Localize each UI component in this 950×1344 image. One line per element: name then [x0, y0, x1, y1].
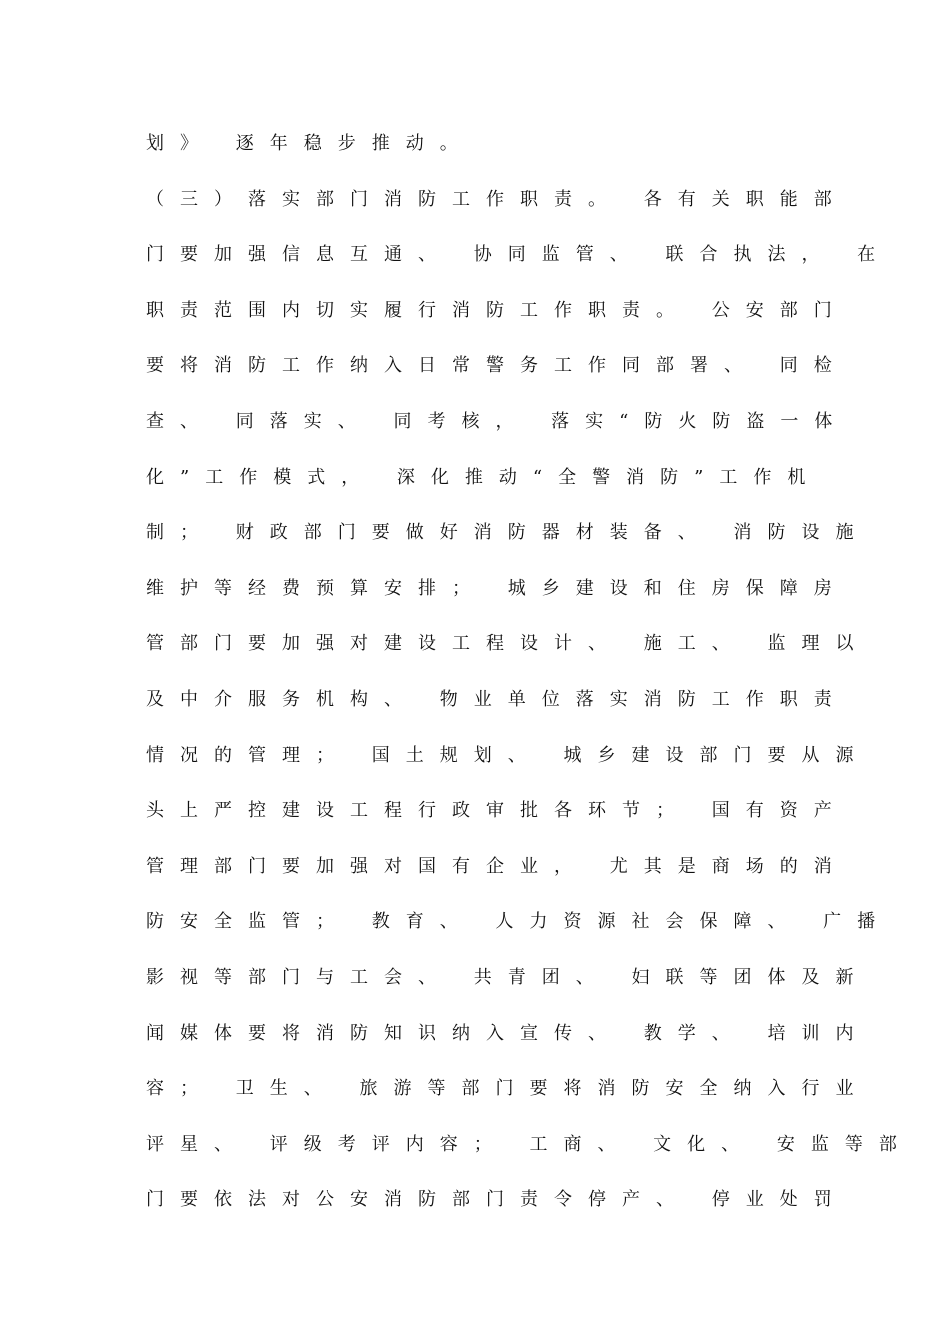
text-line: 制； 财政部门要做好消防器材装备、 消防设施: [146, 522, 870, 544]
text-line: 门要依法对公安消防部门责令停产、 停业处罚: [146, 1189, 848, 1211]
text-line: 评星、 评级考评内容； 工商、 文化、 安监等部: [146, 1133, 913, 1155]
text-line: 容； 卫生、 旅游等部门要将消防安全纳入行业: [146, 1078, 870, 1100]
text-line: 查、 同落实、 同考核， 落实“防火防盗一体: [146, 410, 849, 432]
text-line: 情况的管理； 国土规划、 城乡建设部门要从源: [146, 744, 870, 766]
text-line: 管理部门要加强对国有企业， 尤其是商场的消: [146, 855, 848, 877]
text-line: 要将消防工作纳入日常警务工作同部署、 同检: [146, 355, 848, 377]
text-line: （三）落实部门消防工作职责。 各有关职能部: [146, 188, 848, 210]
text-line: 化”工作模式， 深化推动“全警消防”工作机: [146, 466, 822, 488]
text-line: 防安全监管； 教育、 人力资源社会保障、 广播: [146, 911, 892, 933]
text-line: 划》 逐年稳步推动。: [146, 133, 474, 154]
text-line: 职责范围内切实履行消防工作职责。 公安部门: [146, 299, 848, 321]
text-line: 门要加强信息互通、 协同监管、 联合执法， 在: [146, 244, 892, 266]
text-line: 闻媒体要将消防知识纳入宣传、 教学、 培训内: [146, 1022, 870, 1044]
text-line: 影视等部门与工会、 共青团、 妇联等团体及新: [146, 966, 870, 988]
text-line: 及中介服务机构、 物业单位落实消防工作职责: [146, 688, 848, 710]
text-line: 管部门要加强对建设工程设计、 施工、 监理以: [146, 633, 870, 655]
text-line: 头上严控建设工程行政审批各环节； 国有资产: [146, 800, 848, 822]
body-text: [146, 128, 913, 1240]
text-line: 维护等经费预算安排； 城乡建设和住房保障房: [146, 577, 848, 599]
